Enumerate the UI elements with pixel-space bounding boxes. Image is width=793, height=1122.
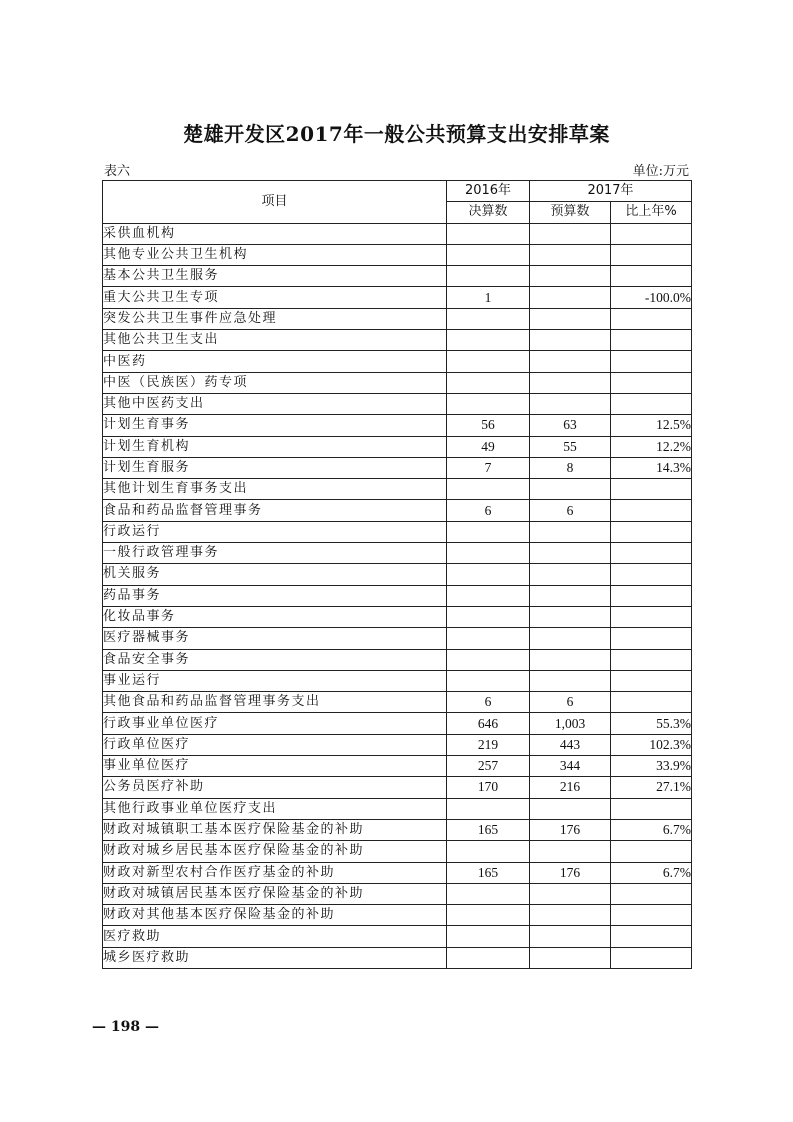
table-row xyxy=(103,883,692,904)
row-actual xyxy=(447,926,530,947)
table-row xyxy=(103,351,692,372)
table-row xyxy=(103,287,692,308)
row-budget xyxy=(530,841,611,862)
row-budget xyxy=(530,244,611,265)
row-yoy: 14.3% xyxy=(611,457,692,478)
row-name: 医疗救助 xyxy=(103,926,447,947)
row-budget xyxy=(530,223,611,244)
row-yoy: 6.7% xyxy=(611,819,692,840)
row-yoy xyxy=(611,351,692,372)
row-actual xyxy=(447,372,530,393)
table-row xyxy=(103,777,692,798)
row-actual xyxy=(447,479,530,500)
row-actual xyxy=(447,947,530,968)
row-yoy xyxy=(611,372,692,393)
row-yoy xyxy=(611,926,692,947)
row-budget xyxy=(530,521,611,542)
row-actual xyxy=(447,606,530,627)
row-yoy xyxy=(611,883,692,904)
row-budget: 216 xyxy=(530,777,611,798)
row-name: 医疗器械事务 xyxy=(103,628,447,649)
row-yoy xyxy=(611,479,692,500)
row-name: 其他行政事业单位医疗支出 xyxy=(103,798,447,819)
row-actual xyxy=(447,543,530,564)
row-name: 行政运行 xyxy=(103,521,447,542)
row-actual xyxy=(447,330,530,351)
row-actual xyxy=(447,905,530,926)
row-budget: 63 xyxy=(530,415,611,436)
table-row xyxy=(103,670,692,691)
table-row xyxy=(103,692,692,713)
row-budget: 6 xyxy=(530,692,611,713)
row-budget xyxy=(530,905,611,926)
row-yoy: 6.7% xyxy=(611,862,692,883)
row-actual xyxy=(447,841,530,862)
row-name: 行政单位医疗 xyxy=(103,734,447,755)
row-name: 其他专业公共卫生机构 xyxy=(103,244,447,265)
table-row xyxy=(103,372,692,393)
row-actual: 6 xyxy=(447,692,530,713)
row-name: 事业单位医疗 xyxy=(103,756,447,777)
table-row xyxy=(103,436,692,457)
row-budget xyxy=(530,564,611,585)
row-yoy xyxy=(611,606,692,627)
row-actual xyxy=(447,244,530,265)
row-actual: 165 xyxy=(447,819,530,840)
row-yoy xyxy=(611,330,692,351)
header-item: 项目 xyxy=(103,181,447,224)
row-budget xyxy=(530,287,611,308)
page-number: — 198 — xyxy=(92,1019,159,1035)
row-yoy: 27.1% xyxy=(611,777,692,798)
row-actual xyxy=(447,308,530,329)
table-row xyxy=(103,500,692,521)
row-budget xyxy=(530,266,611,287)
row-yoy xyxy=(611,564,692,585)
row-yoy: 12.5% xyxy=(611,415,692,436)
row-yoy xyxy=(611,692,692,713)
row-actual xyxy=(447,649,530,670)
row-yoy: 102.3% xyxy=(611,734,692,755)
row-yoy: 55.3% xyxy=(611,713,692,734)
row-budget xyxy=(530,883,611,904)
table-row xyxy=(103,947,692,968)
row-name: 财政对城乡居民基本医疗保险基金的补助 xyxy=(103,841,447,862)
table-number: 表六 xyxy=(104,164,131,179)
row-budget xyxy=(530,479,611,500)
table-row xyxy=(103,479,692,500)
row-yoy xyxy=(611,585,692,606)
row-yoy xyxy=(611,521,692,542)
row-budget xyxy=(530,351,611,372)
table-row xyxy=(103,393,692,414)
row-actual xyxy=(447,883,530,904)
row-name: 中医药 xyxy=(103,351,447,372)
table-row xyxy=(103,415,692,436)
row-name: 财政对其他基本医疗保险基金的补助 xyxy=(103,905,447,926)
row-actual xyxy=(447,223,530,244)
row-budget: 6 xyxy=(530,500,611,521)
row-yoy xyxy=(611,500,692,521)
table-row xyxy=(103,308,692,329)
table-row xyxy=(103,543,692,564)
unit-label: 单位:万元 xyxy=(632,164,689,179)
row-actual: 56 xyxy=(447,415,530,436)
row-name: 财政对新型农村合作医疗基金的补助 xyxy=(103,862,447,883)
row-budget xyxy=(530,393,611,414)
row-budget: 443 xyxy=(530,734,611,755)
row-actual: 257 xyxy=(447,756,530,777)
row-budget xyxy=(530,947,611,968)
row-actual: 646 xyxy=(447,713,530,734)
table-row xyxy=(103,564,692,585)
table-row xyxy=(103,862,692,883)
row-name: 突发公共卫生事件应急处理 xyxy=(103,308,447,329)
row-yoy xyxy=(611,798,692,819)
row-actual: 7 xyxy=(447,457,530,478)
table-row xyxy=(103,521,692,542)
row-yoy xyxy=(611,308,692,329)
row-actual xyxy=(447,266,530,287)
row-actual xyxy=(447,585,530,606)
row-budget: 1,003 xyxy=(530,713,611,734)
row-budget: 55 xyxy=(530,436,611,457)
row-budget xyxy=(530,628,611,649)
table-row xyxy=(103,606,692,627)
row-name: 食品和药品监督管理事务 xyxy=(103,500,447,521)
row-actual xyxy=(447,798,530,819)
row-yoy xyxy=(611,649,692,670)
table-row xyxy=(103,734,692,755)
row-yoy xyxy=(611,841,692,862)
budget-table xyxy=(102,180,692,969)
row-name: 化妆品事务 xyxy=(103,606,447,627)
row-budget: 8 xyxy=(530,457,611,478)
row-yoy xyxy=(611,670,692,691)
row-name: 其他食品和药品监督管理事务支出 xyxy=(103,692,447,713)
row-budget xyxy=(530,543,611,564)
row-name: 机关服务 xyxy=(103,564,447,585)
row-name: 其他中医药支出 xyxy=(103,393,447,414)
row-name: 事业运行 xyxy=(103,670,447,691)
header-2016: 2016年 xyxy=(447,181,530,202)
table-row xyxy=(103,841,692,862)
row-actual: 170 xyxy=(447,777,530,798)
row-name: 公务员医疗补助 xyxy=(103,777,447,798)
row-yoy xyxy=(611,266,692,287)
row-yoy xyxy=(611,223,692,244)
table-row xyxy=(103,926,692,947)
table-row xyxy=(103,628,692,649)
row-budget xyxy=(530,606,611,627)
row-actual xyxy=(447,393,530,414)
header-actual: 决算数 xyxy=(447,202,530,223)
header-yoy: 比上年% xyxy=(611,202,692,223)
row-yoy xyxy=(611,628,692,649)
row-name: 一般行政管理事务 xyxy=(103,543,447,564)
row-budget xyxy=(530,926,611,947)
row-budget xyxy=(530,670,611,691)
row-budget xyxy=(530,649,611,670)
table-row xyxy=(103,798,692,819)
table-row xyxy=(103,756,692,777)
table-row xyxy=(103,223,692,244)
table-row xyxy=(103,244,692,265)
row-actual xyxy=(447,670,530,691)
row-budget xyxy=(530,308,611,329)
row-name: 采供血机构 xyxy=(103,223,447,244)
row-budget xyxy=(530,585,611,606)
row-actual: 1 xyxy=(447,287,530,308)
row-name: 行政事业单位医疗 xyxy=(103,713,447,734)
row-name: 中医（民族医）药专项 xyxy=(103,372,447,393)
row-budget: 176 xyxy=(530,862,611,883)
row-actual xyxy=(447,564,530,585)
row-actual xyxy=(447,521,530,542)
table-row xyxy=(103,585,692,606)
table-row xyxy=(103,819,692,840)
row-budget: 344 xyxy=(530,756,611,777)
row-actual: 165 xyxy=(447,862,530,883)
row-name: 其他计划生育事务支出 xyxy=(103,479,447,500)
header-2017: 2017年 xyxy=(530,181,692,202)
row-yoy xyxy=(611,244,692,265)
row-yoy: 33.9% xyxy=(611,756,692,777)
row-name: 财政对城镇居民基本医疗保险基金的补助 xyxy=(103,883,447,904)
row-name: 城乡医疗救助 xyxy=(103,947,447,968)
row-budget xyxy=(530,798,611,819)
row-actual: 219 xyxy=(447,734,530,755)
row-name: 其他公共卫生支出 xyxy=(103,330,447,351)
table-row xyxy=(103,266,692,287)
row-name: 基本公共卫生服务 xyxy=(103,266,447,287)
row-yoy xyxy=(611,947,692,968)
row-yoy: 12.2% xyxy=(611,436,692,457)
row-budget xyxy=(530,372,611,393)
table-row xyxy=(103,330,692,351)
table-row xyxy=(103,649,692,670)
row-yoy xyxy=(611,905,692,926)
page-title: 楚雄开发区2017年一般公共预算支出安排草案 xyxy=(183,122,610,146)
table-body xyxy=(103,223,692,968)
table-row xyxy=(103,905,692,926)
row-name: 药品事务 xyxy=(103,585,447,606)
table-row xyxy=(103,713,692,734)
row-name: 计划生育服务 xyxy=(103,457,447,478)
row-actual xyxy=(447,351,530,372)
row-yoy xyxy=(611,393,692,414)
row-name: 财政对城镇职工基本医疗保险基金的补助 xyxy=(103,819,447,840)
row-actual: 6 xyxy=(447,500,530,521)
row-name: 食品安全事务 xyxy=(103,649,447,670)
table-row xyxy=(103,457,692,478)
row-budget xyxy=(530,330,611,351)
row-yoy: -100.0% xyxy=(611,287,692,308)
row-name: 计划生育事务 xyxy=(103,415,447,436)
header-budget: 预算数 xyxy=(530,202,611,223)
row-name: 计划生育机构 xyxy=(103,436,447,457)
row-actual: 49 xyxy=(447,436,530,457)
row-name: 重大公共卫生专项 xyxy=(103,287,447,308)
row-budget: 176 xyxy=(530,819,611,840)
row-actual xyxy=(447,628,530,649)
row-yoy xyxy=(611,543,692,564)
